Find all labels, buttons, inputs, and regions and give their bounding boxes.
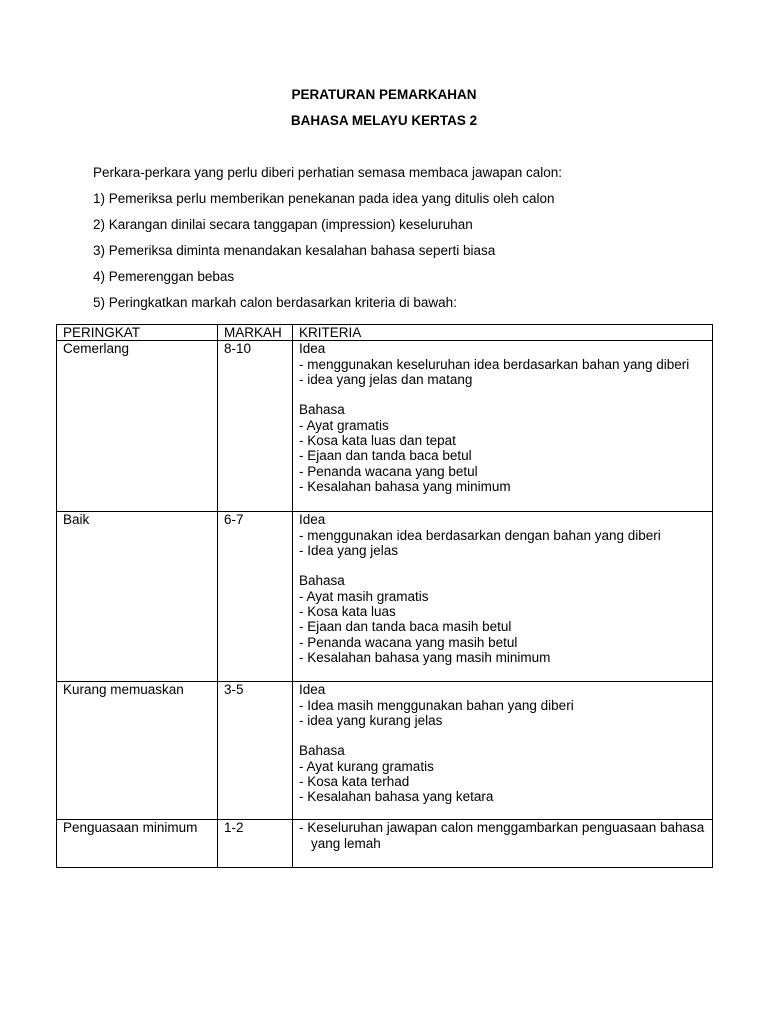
header-peringkat: PERINGKAT (57, 325, 218, 341)
instruction-item: 3) Pemeriksa diminta menandakan kesalahan bahasa seperti biasa (93, 243, 496, 258)
criteria-item: - menggunakan keseluruhan idea berdasarkan bahan yang diberi (299, 356, 690, 372)
table-row (57, 820, 713, 868)
criteria-item: - Keseluruhan jawapan calon menggambarkan penguasaan bahasa yang lemah (299, 820, 705, 851)
spacer (299, 558, 712, 573)
criteria-item: - Ayat masih gramatis (299, 588, 429, 604)
bahasa-heading: Bahasa (299, 402, 345, 418)
instruction-list (93, 165, 562, 321)
table-row (57, 682, 713, 820)
peringkat-cell: Baik (57, 512, 218, 682)
markah-cell: 3-5 (218, 682, 293, 820)
kriteria-cell (293, 341, 713, 512)
marking-rubric-table (56, 324, 713, 868)
kriteria-cell (293, 512, 713, 682)
criteria-item: - Idea masih menggunakan bahan yang diberi (299, 697, 574, 713)
idea-heading: Idea (299, 341, 326, 357)
peringkat-cell: Cemerlang (57, 341, 218, 512)
criteria-item: - Penanda wacana yang betul (299, 463, 478, 479)
criteria-item: - Penanda wacana yang masih betul (299, 634, 518, 650)
table-row (57, 341, 713, 512)
criteria-item: - Ayat kurang gramatis (299, 758, 434, 774)
table-row (57, 512, 713, 682)
criteria-item: - idea yang kurang jelas (299, 712, 443, 728)
spacer (299, 387, 712, 402)
instruction-item: 5) Peringkatkan markah calon berdasarkan kriteria di bawah: (93, 295, 457, 310)
kriteria-cell (293, 682, 713, 820)
bahasa-heading: Bahasa (299, 573, 345, 589)
document-title: PERATURAN PEMARKAHAN (291, 87, 477, 102)
peringkat-cell: Kurang memuaskan (57, 682, 218, 820)
spacer (299, 728, 712, 743)
table-header-row (57, 325, 713, 341)
criteria-item: - Kesalahan bahasa yang minimum (299, 478, 511, 494)
instruction-item: 4) Pemerenggan bebas (93, 269, 235, 284)
kriteria-cell (293, 820, 713, 868)
markah-cell: 6-7 (218, 512, 293, 682)
idea-heading: Idea (299, 682, 326, 698)
peringkat-cell: Penguasaan minimum (57, 820, 218, 868)
criteria-item: - idea yang jelas dan matang (299, 371, 473, 387)
criteria-item: - Kesalahan bahasa yang ketara (299, 789, 494, 805)
header-markah: MARKAH (218, 325, 293, 341)
criteria-item: - Kosa kata terhad (299, 774, 410, 790)
criteria-item: - menggunakan idea berdasarkan dengan bahan yang diberi (299, 527, 661, 543)
instruction-item: 2) Karangan dinilai secara tanggapan (impression) keseluruhan (93, 217, 473, 232)
bahasa-heading: Bahasa (299, 743, 345, 759)
idea-heading: Idea (299, 512, 326, 528)
markah-cell: 1-2 (218, 820, 293, 868)
instruction-intro: Perkara-perkara yang perlu diberi perhatian semasa membaca jawapan calon: (93, 165, 563, 180)
document-subtitle: BAHASA MELAYU KERTAS 2 (290, 113, 478, 128)
criteria-item: - Kesalahan bahasa yang masih minimum (299, 649, 551, 665)
criteria-item: - Kosa kata luas dan tepat (299, 433, 456, 449)
criteria-item: - Idea yang jelas (299, 542, 399, 558)
criteria-item: - Kosa kata luas (299, 604, 396, 620)
instruction-item: 1) Pemeriksa perlu memberikan penekanan pada idea yang ditulis oleh calon (93, 191, 555, 206)
criteria-item: - Ejaan dan tanda baca masih betul (299, 619, 512, 635)
criteria-item: - Ayat gramatis (299, 417, 389, 433)
criteria-item: - Ejaan dan tanda baca betul (299, 448, 472, 464)
header-kriteria: KRITERIA (293, 325, 713, 341)
markah-cell: 8-10 (218, 341, 293, 512)
